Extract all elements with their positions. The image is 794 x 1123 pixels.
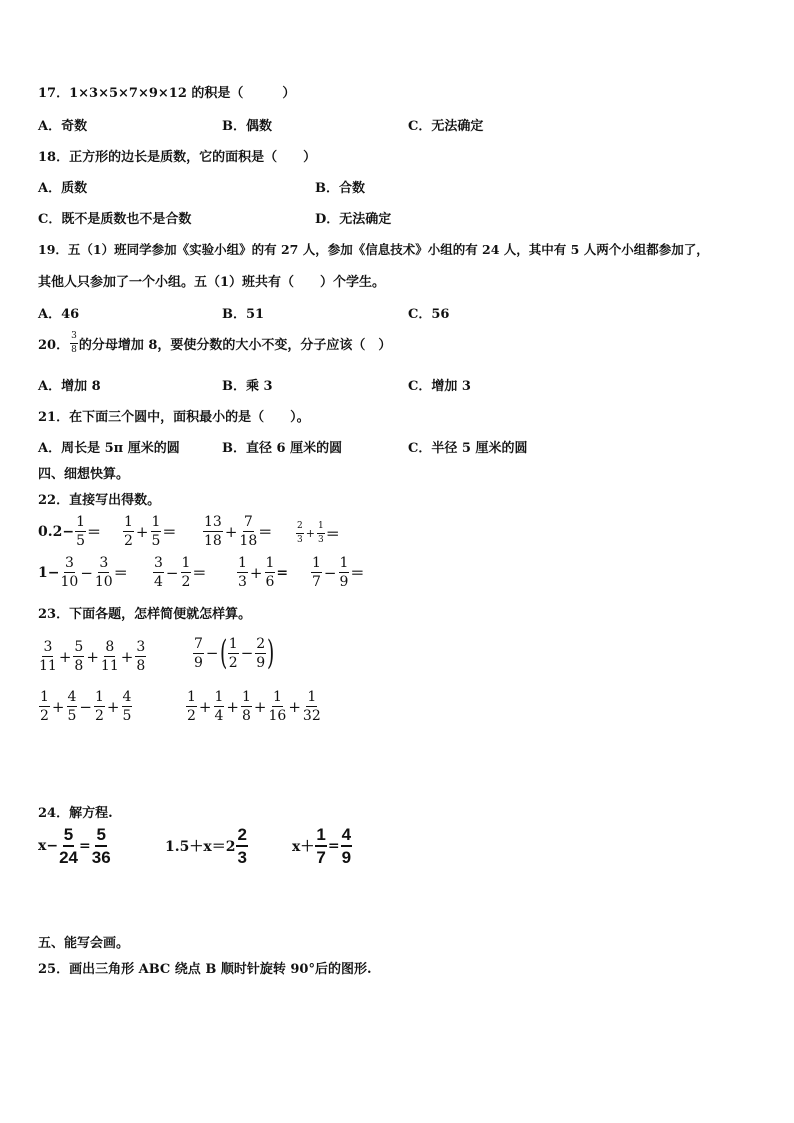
frac-num: 1	[151, 514, 161, 530]
frac	[153, 556, 164, 589]
q23-stem: 23．下面各题，怎样简便就怎样算。	[38, 607, 252, 622]
frac-num: 4	[67, 689, 77, 705]
frac	[341, 826, 352, 866]
frac	[60, 556, 78, 589]
frac-num: 1	[307, 689, 317, 705]
q21-option-a[interactable]: A．周长是 5π 厘米的圆	[38, 441, 180, 456]
q20-option-b[interactable]: B．乘 3	[222, 379, 273, 394]
frac	[181, 556, 192, 589]
operator: +	[106, 697, 120, 716]
operator: −	[323, 563, 337, 582]
frac	[214, 690, 225, 723]
frac-den: 3	[237, 848, 247, 867]
frac-den: 2	[181, 574, 191, 590]
equals-sign: ＝	[113, 565, 128, 582]
q20-stem	[38, 332, 391, 355]
frac-num: 13	[204, 514, 222, 530]
frac-num: 1	[76, 514, 86, 530]
frac	[237, 556, 248, 589]
q24-stem: 24．解方程.	[38, 806, 113, 821]
frac-num: 1	[238, 555, 247, 571]
frac	[73, 640, 84, 673]
frac	[101, 640, 119, 673]
frac	[59, 826, 78, 866]
frac	[123, 515, 134, 548]
frac-den: 7	[312, 574, 321, 590]
q20-number: 20．	[38, 338, 70, 353]
operator: −	[80, 563, 93, 582]
frac-num: 1	[317, 522, 325, 534]
q20-fraction	[70, 332, 78, 355]
frac	[151, 515, 162, 548]
q20-frac-num: 3	[70, 332, 78, 344]
q22-r1-e1	[38, 515, 101, 548]
frac-num: 1	[315, 826, 326, 847]
q18-option-c[interactable]: C．既不是质数也不是合数	[38, 212, 192, 227]
operator: +	[51, 697, 65, 716]
q17-option-b[interactable]: B．偶数	[222, 119, 272, 134]
operator: +	[135, 522, 149, 541]
frac-num: 1	[124, 514, 133, 530]
operator: +	[226, 697, 239, 716]
frac-den: 2	[40, 708, 49, 724]
operator: +	[120, 647, 134, 666]
frac-num: 3	[64, 555, 74, 571]
q19-option-c[interactable]: C．56	[408, 307, 450, 322]
q23-expr3	[38, 690, 133, 723]
frac	[265, 556, 276, 589]
frac-num: 3	[136, 639, 146, 655]
frac	[239, 515, 257, 548]
frac-den: 8	[242, 708, 251, 724]
frac	[311, 556, 322, 589]
frac-num: 1	[228, 635, 238, 652]
q18-stem: 18．正方形的边长是质数，它的面积是（ ）	[38, 150, 317, 165]
q24-equation1	[38, 826, 112, 866]
frac	[269, 690, 287, 723]
q19-option-b[interactable]: B．51	[222, 307, 265, 322]
operator: +	[288, 697, 301, 716]
frac	[315, 826, 326, 866]
frac-den: 5	[76, 533, 86, 549]
q19-stem-line1: 19．五（1）班同学参加《实验小组》的有 27 人，参加《信息技术》小组的有 24 人，其中有 5 人两个小组都参加了，	[38, 242, 709, 257]
q20-text: 的分母增加 8，要使分数的大小不变，分子应该（ ）	[78, 338, 392, 353]
operator: +	[198, 697, 212, 716]
operator: +	[253, 697, 267, 716]
q22-r1-e3	[202, 515, 272, 548]
frac	[339, 556, 350, 589]
frac-den: 3	[238, 574, 247, 590]
frac	[255, 637, 266, 670]
frac-den: 2	[228, 654, 238, 671]
frac-num: 1	[339, 555, 349, 571]
q24-equation2	[165, 826, 249, 866]
frac-num: 4	[122, 689, 132, 705]
operator: +	[249, 563, 263, 582]
frac	[122, 690, 133, 723]
frac-den: 18	[204, 533, 222, 549]
frac-num: 7	[243, 514, 253, 530]
q17-stem: 17．1×3×5×7×9×12 的积是（ ）	[38, 86, 296, 101]
frac-num: 2	[296, 522, 304, 534]
section5-title: 五、能写会画。	[38, 936, 130, 951]
frac-num: 1	[272, 689, 282, 705]
lead: x＋	[292, 839, 315, 855]
frac	[193, 637, 204, 670]
operator: +	[86, 647, 99, 666]
q19-option-a[interactable]: A．46	[38, 307, 80, 322]
q22-stem: 22．直接写出得数。	[38, 493, 161, 508]
frac-num: 1	[187, 689, 196, 705]
frac-num: 1	[95, 689, 104, 705]
frac	[228, 637, 239, 670]
frac-num: 2	[236, 826, 247, 847]
frac	[92, 826, 111, 866]
frac-den: 4	[214, 708, 224, 724]
q17-option-a[interactable]: A．奇数	[38, 119, 88, 134]
frac-num: 5	[95, 826, 106, 847]
frac-den: 9	[341, 848, 352, 867]
frac	[317, 522, 325, 545]
frac-den: 7	[316, 848, 326, 867]
q21-option-c[interactable]: C．半径 5 厘米的圆	[408, 441, 528, 456]
equals-sign: ＝	[350, 565, 365, 582]
frac-num: 4	[341, 826, 352, 847]
frac	[241, 690, 252, 723]
q21-stem: 21．在下面三个圆中，面积最小的是（ ）。	[38, 410, 310, 425]
frac-num: 8	[105, 639, 115, 655]
frac-den: 3	[297, 535, 303, 545]
q22-r1-e4	[295, 522, 340, 545]
frac	[303, 690, 321, 723]
q21-option-b[interactable]: B．直径 6 厘米的圆	[222, 441, 343, 456]
frac	[94, 690, 105, 723]
q23-expr1	[38, 640, 147, 673]
equals-sign: ＝	[87, 524, 102, 541]
left-paren: (	[219, 633, 227, 673]
operator: +	[224, 522, 238, 541]
frac-den: 5	[67, 708, 77, 724]
frac	[186, 690, 197, 723]
frac-den: 3	[317, 535, 324, 545]
q20-option-a[interactable]: A．增加 8	[38, 379, 101, 394]
frac-den: 16	[268, 708, 287, 724]
frac-den: 8	[136, 658, 146, 674]
frac	[67, 690, 78, 723]
frac-den: 9	[256, 654, 266, 671]
operator: −	[240, 644, 254, 662]
lead: 1.5＋x＝2	[165, 839, 236, 855]
frac-num: 3	[99, 555, 109, 571]
operator: +	[305, 527, 315, 540]
operator: −	[205, 644, 219, 662]
frac-den: 2	[187, 708, 196, 724]
frac-num: 1	[40, 689, 49, 705]
lead: 1−	[38, 564, 60, 581]
operator: +	[58, 647, 72, 666]
frac-num: 1	[242, 689, 251, 705]
frac-num: 1	[265, 555, 275, 571]
q22-r1-e1-lead: 0.2−	[38, 523, 75, 540]
operator: −	[165, 563, 179, 582]
equals-sign: ＝	[162, 524, 177, 541]
q22-r1-e1-frac	[75, 515, 86, 548]
q22-r2-e2	[152, 556, 206, 589]
equals-sign: ＝	[192, 565, 207, 582]
equals-sign: ＝	[325, 526, 340, 543]
equals-sign: =	[276, 564, 289, 581]
frac-num: 1	[181, 555, 191, 571]
frac	[236, 826, 247, 866]
q18-option-d[interactable]: D．无法确定	[315, 212, 392, 227]
frac	[203, 515, 223, 548]
frac	[39, 690, 50, 723]
frac-num: 1	[312, 555, 321, 571]
q18-option-a[interactable]: A．质数	[38, 181, 88, 196]
frac-num: 5	[74, 639, 84, 655]
frac-den: 18	[239, 533, 258, 549]
q22-r2-e4	[310, 556, 364, 589]
frac-den: 24	[59, 848, 78, 867]
frac	[135, 640, 146, 673]
q19-stem-line2: 其他人只参加了一个小组。五（1）班共有（ ）个学生。	[38, 275, 386, 290]
frac-den: 9	[194, 654, 203, 671]
frac-den: 32	[302, 708, 321, 724]
frac-num: 5	[63, 826, 74, 847]
q24-equation3	[292, 826, 353, 866]
frac-den: 9	[339, 574, 349, 590]
frac-den: 2	[95, 708, 104, 724]
frac-den: 10	[60, 574, 79, 590]
q22-r2-e1	[38, 556, 128, 589]
equals-sign: =	[327, 838, 340, 854]
frac-den: 11	[39, 658, 57, 674]
q22-r2-e3	[236, 556, 288, 589]
frac-den: 6	[265, 574, 275, 590]
section4-title: 四、细想快算。	[38, 467, 130, 482]
frac-num: 7	[194, 635, 203, 652]
frac	[39, 640, 57, 673]
lead: x−	[38, 838, 59, 854]
frac-den: 11	[100, 658, 119, 674]
equals-sign: =	[79, 838, 91, 854]
frac-den: 8	[74, 658, 84, 674]
right-paren: )	[267, 633, 275, 673]
frac	[95, 556, 113, 589]
frac-num: 1	[214, 689, 224, 705]
frac-den: 10	[94, 574, 113, 590]
frac-num: 3	[43, 639, 53, 655]
frac-den: 5	[151, 533, 161, 549]
frac-den: 2	[124, 533, 133, 549]
q20-option-c[interactable]: C．增加 3	[408, 379, 471, 394]
q20-frac-den: 8	[71, 345, 77, 355]
q18-option-b[interactable]: B．合数	[315, 181, 365, 196]
frac-den: 5	[122, 708, 132, 724]
frac-num: 3	[154, 555, 163, 571]
q17-option-c[interactable]: C．无法确定	[408, 119, 484, 134]
frac-den: 36	[91, 848, 111, 867]
q25-stem: 25．画出三角形 ABC 绕点 B 顺时针旋转 90°后的图形.	[38, 962, 372, 977]
q22-r1-e2	[122, 515, 176, 548]
frac-num: 2	[256, 635, 266, 652]
q23-expr4	[185, 690, 322, 723]
operator: −	[79, 697, 92, 716]
frac-den: 4	[154, 574, 163, 590]
equals-sign: ＝	[258, 524, 273, 541]
frac	[296, 522, 304, 545]
q23-expr2	[192, 633, 275, 673]
